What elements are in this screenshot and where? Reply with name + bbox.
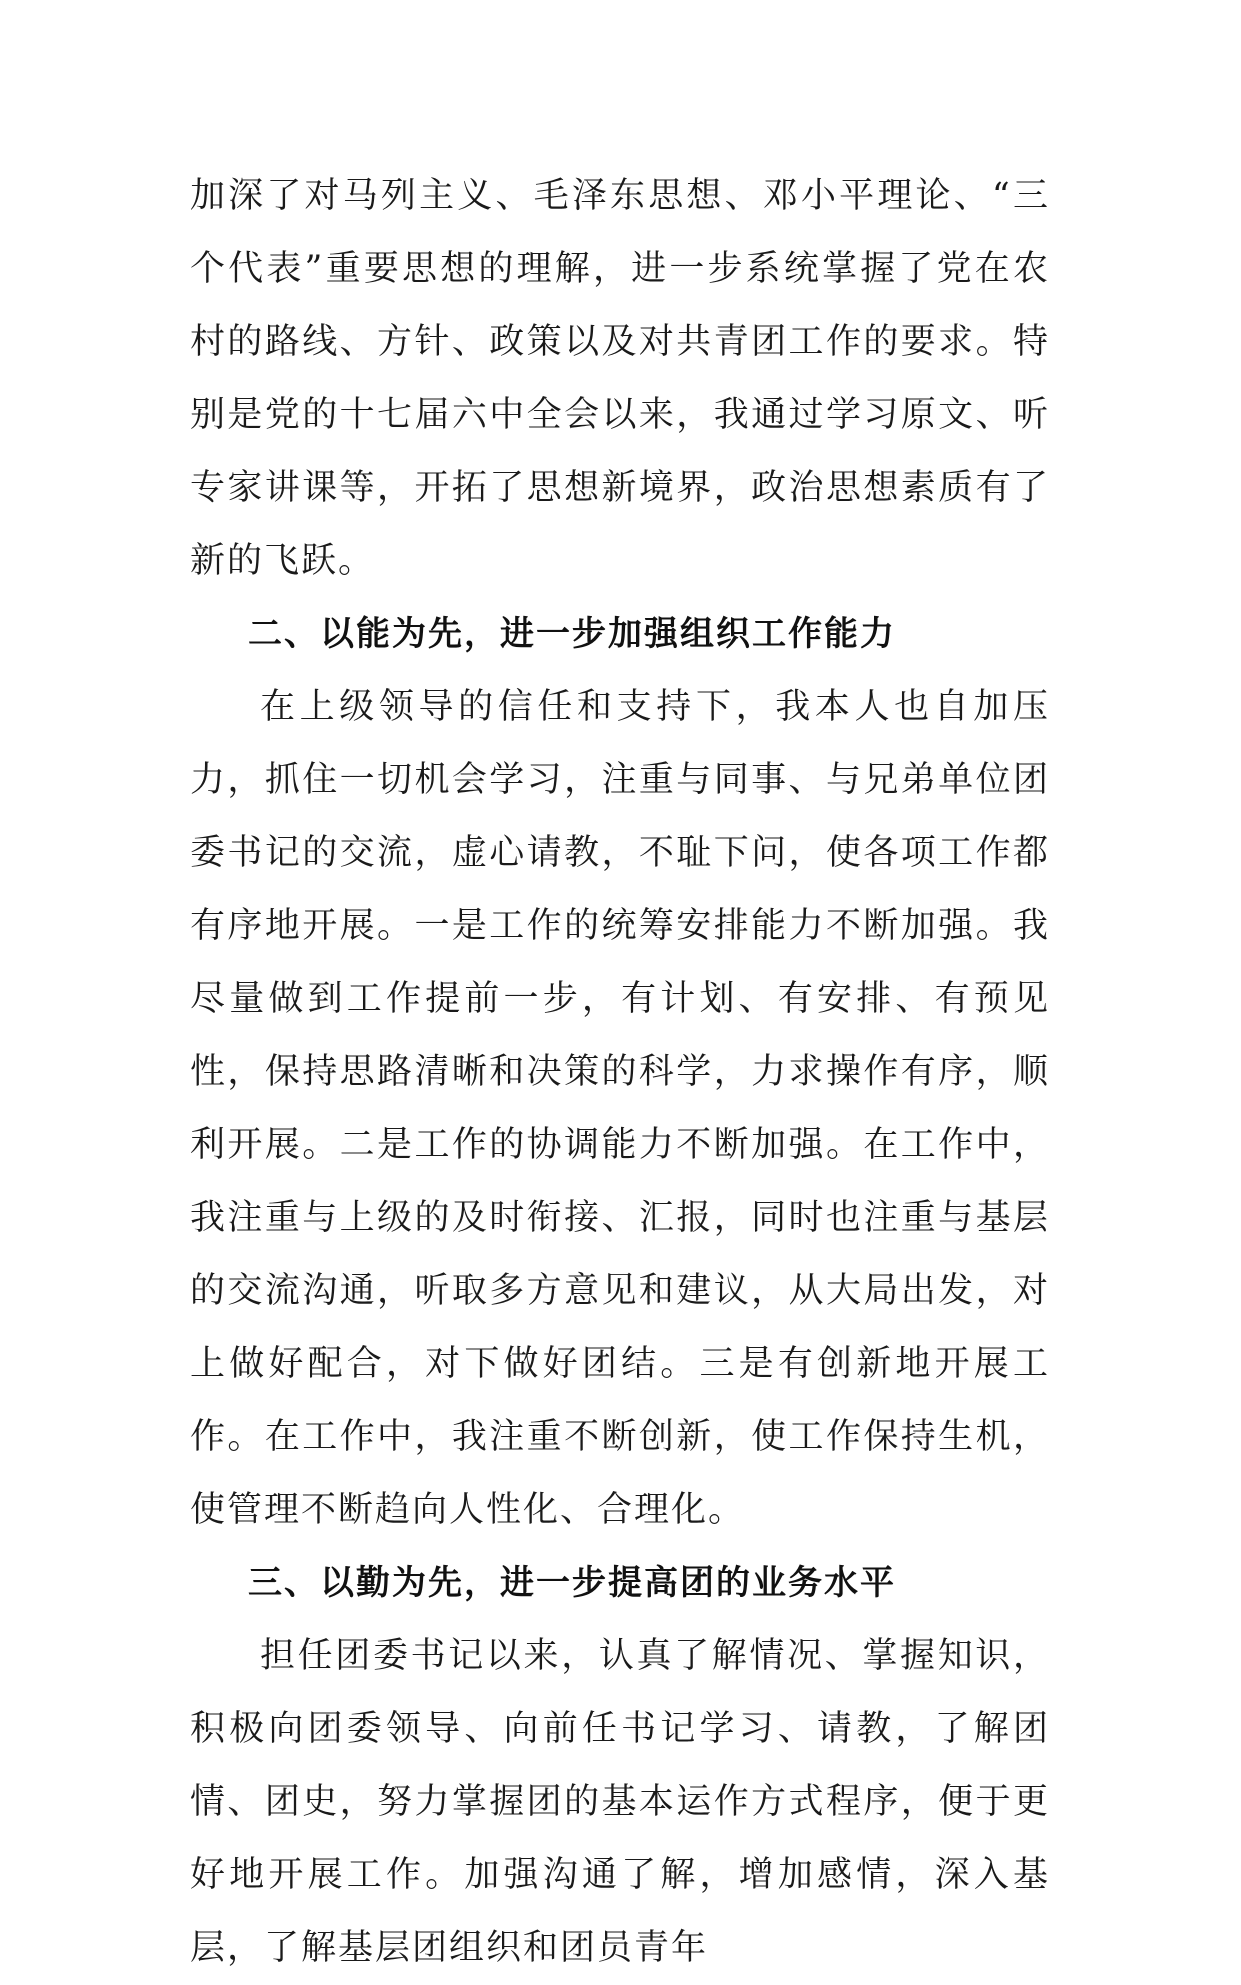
paragraph-political-study: 加深了对马列主义、毛泽东思想、邓小平理论、“三个代表”重要思想的理解，进一步系统掌握了党在农村的路线、方针、政策以及对共青团工作的要求。特别是党的十七届六中全会以来，我通过学习原文、听专家讲课等，开拓了思想新境界，政治思想素质有了新的飞跃。 [190, 176, 1050, 581]
paragraph-organization-ability: 在上级领导的信任和支持下，我本人也自加压力，抓住一切机会学习，注重与同事、与兄弟单位团委书记的交流，虚心请教，不耻下问，使各项工作都有序地开展。一是工作的统筹安排能力不断加强。我尽量做到工作提前一步，有计划、有安排、有预见性，保持思路清晰和决策的科学，力求操作有序，顺利开展。二是工作的协调能力不断加强。在工作中，我注重与上级的及时衔接、汇报，同时也注重与基层的交流沟通，听取多方意见和建议，从大局出发，对上做好配合，对下做好团结。三是有创新地开展工作。在工作中，我注重不断创新，使工作保持生机，使管理不断趋向人性化、合理化。 [190, 687, 1050, 1530]
paragraph-business-level: 担任团委书记以来，认真了解情况、掌握知识，积极向团委领导、向前任书记学习、请教，了解团情、团史，努力掌握团的基本运作方式程序，便于更好地开展工作。加强沟通了解，增加感情，深入基层，了解基层团组织和团员青年 [190, 1636, 1050, 1968]
section-heading-organization-ability: 二、以能为先，进一步加强组织工作能力 [248, 614, 896, 654]
section-heading-business-level: 三、以勤为先，进一步提高团的业务水平 [248, 1563, 896, 1603]
document-body [190, 160, 1050, 1985]
